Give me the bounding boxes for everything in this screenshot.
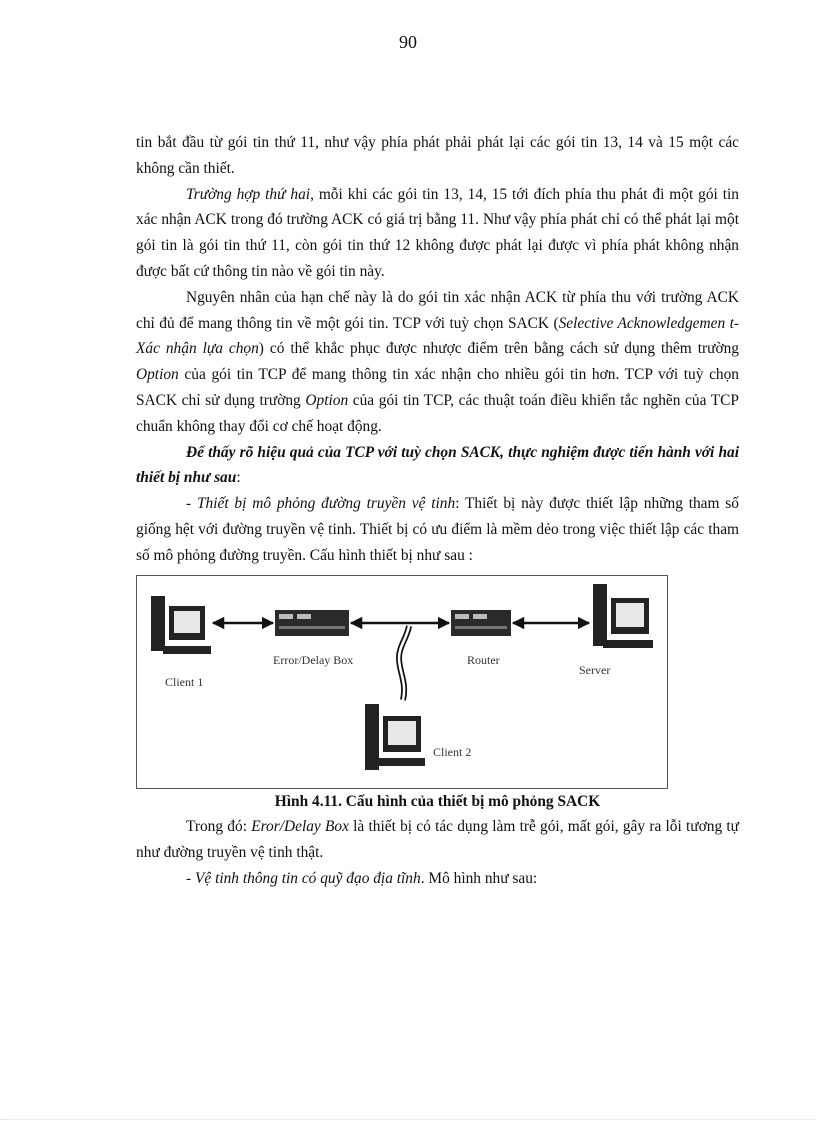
client1-computer-icon xyxy=(151,596,211,654)
client2-computer-icon xyxy=(365,704,425,770)
figure-caption: Hình 4.11. Cấu hình của thiết bị mô phỏng SACK xyxy=(274,792,601,810)
document-body xyxy=(136,130,739,892)
sack-configuration-figure xyxy=(136,575,668,789)
paragraph-7: - Vệ tinh thông tin có quỹ đạo địa tĩnh. Mô hình như sau: xyxy=(186,869,538,887)
paragraph-3: Nguyên nhân của hạn chế này là do gói tin xác nhận ACK từ phía thu với trường ACK chỉ đủ để mang thông tin về một gói tin. TCP với tuỳ chọn SACK (Selective Acknowledgemen t- Xác nhận lựa chọn) có thể khắc phục được nhược điểm trên bằng cách sử dụng thêm trường Option của gói tin TCP để mang thông tin xác nhận cho nhiều gói tin hơn. TCP với tuỳ chọn SACK chỉ sử dụng trường Option của gói tin TCP, các thuật toán điều khiển tắc nghẽn của TCP chuẩn không thay đổi cơ chế hoạt động. xyxy=(136,288,740,435)
error-delay-box-icon xyxy=(275,610,349,636)
label-server: Server xyxy=(579,662,611,677)
server-computer-icon xyxy=(593,584,653,648)
label-client2: Client 2 xyxy=(433,744,472,759)
page-number: 90 xyxy=(399,32,417,52)
paragraph-5: - Thiết bị mô phỏng đường truyền vệ tinh: Thiết bị này được thiết lập những tham số giống hệt với đường truyền vệ tinh. Thiết bị có ưu điểm là mềm dẻo trong việc thiết lập các tham số mô phỏng đường truyền. Cấu hình thiết bị như sau : xyxy=(136,495,739,564)
router-icon xyxy=(451,610,511,636)
paragraph-1: tin bắt đầu từ gói tin thứ 11, như vậy phía phát phải phát lại các gói tin 13, 14 và 15 một các không cần thiết. xyxy=(136,134,739,177)
page-bottom-divider xyxy=(0,1119,816,1120)
paragraph-4: Để thấy rõ hiệu quả của TCP với tuỳ chọn SACK, thực nghiệm được tiến hành với hai thiết bị như sau: xyxy=(136,443,739,487)
label-router: Router xyxy=(467,652,500,667)
label-error-delay-box: Error/Delay Box xyxy=(273,652,354,667)
network-diagram xyxy=(137,576,667,788)
paragraph-2: Trường hợp thứ hai, mỗi khi các gói tin 13, 14, 15 tới đích phía thu phát đi một gói tin xác nhận ACK trong đó trường ACK có giá trị bằng 11. Như vậy phía phát chỉ có thể phát lại một gói tin là gói tin thứ 11, còn gói tin thứ 12 không được phát lại được vì phía phát không nhận được bất cứ thông tin nào về gói tin này. xyxy=(136,185,739,280)
label-client1: Client 1 xyxy=(165,674,204,689)
paragraph-6: Trong đó: Eror/Delay Box là thiết bị có tác dụng làm trễ gói, mất gói, gây ra lỗi tương tự như đường truyền vệ tinh thật. xyxy=(136,818,739,862)
